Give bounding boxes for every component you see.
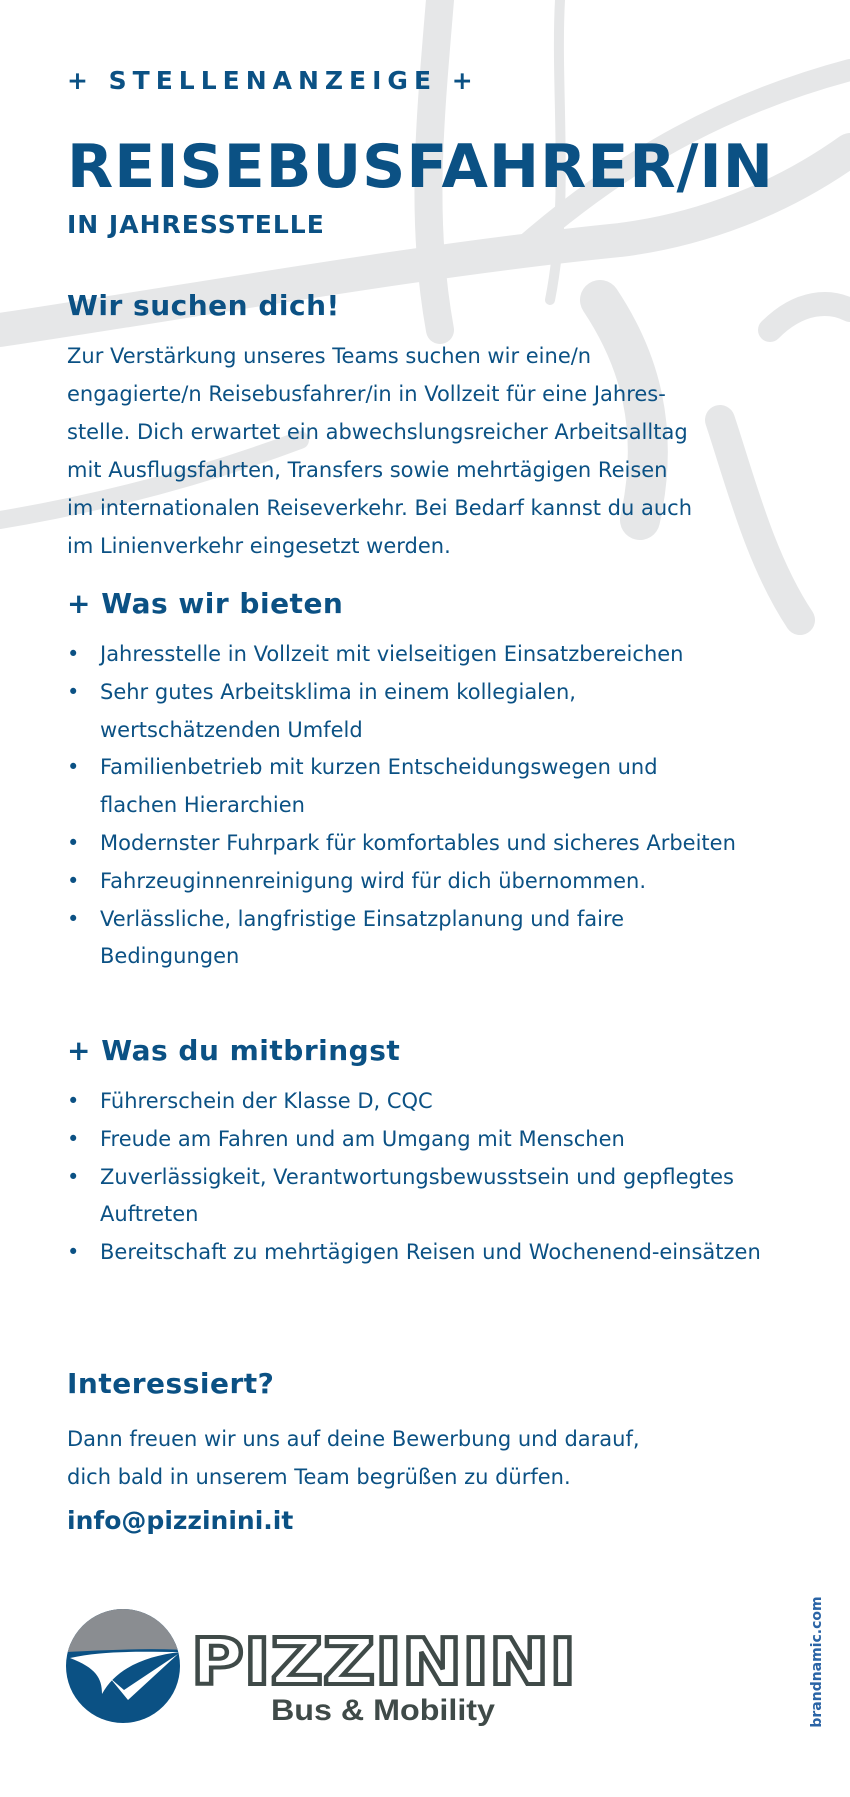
page-subtitle: IN JAHRESSTELLE xyxy=(67,210,325,239)
intro-line: im Linienverkehr eingesetzt werden. xyxy=(67,534,451,558)
list-item: • Modernster Fuhrpark für komfortables und sicheres Arbeiten xyxy=(67,825,780,863)
contact-email-link[interactable]: info@pizzinini.it xyxy=(67,1506,294,1535)
intro-heading: Wir suchen dich! xyxy=(67,289,340,322)
logo-tagline: Bus & Mobility xyxy=(271,1694,496,1727)
list-item: • Bereitschaft zu mehrtägigen Reisen und Wochenend-einsätzen xyxy=(67,1234,790,1272)
list-item: • Familienbetrieb mit kurzen Entscheidungswegen und flachen Hierarchien xyxy=(67,749,740,825)
agency-credit xyxy=(805,1598,829,1726)
pizzinini-logo xyxy=(66,1608,586,1733)
offer-list xyxy=(67,636,797,976)
intro-line: mit Ausflugsfahrten, Transfers sowie mehrtägigen Reisen xyxy=(67,458,668,482)
agency-credit-text: brandnamic.com xyxy=(809,1596,825,1728)
intro-text xyxy=(67,337,787,565)
list-item: • Jahresstelle in Vollzeit mit vielseitigen Einsatzbereichen xyxy=(67,636,797,674)
list-item: • Verlässliche, langfristige Einsatzplanung und faire Bedingungen xyxy=(67,901,760,977)
intro-line: Zur Verstärkung unseres Teams suchen wir eine/n xyxy=(67,344,592,368)
list-item: • Sehr gutes Arbeitsklima in einem kollegialen, wertschätzenden Umfeld xyxy=(67,674,660,750)
page-title: REISEBUSFAHRER/IN xyxy=(67,132,774,202)
intro-line: im internationalen Reiseverkehr. Bei Bedarf kannst du auch xyxy=(67,496,693,520)
list-item: • Zuverlässigkeit, Verantwortungsbewusstsein und gepflegtes Auftreten xyxy=(67,1159,750,1235)
contact-heading: Interessiert? xyxy=(67,1367,275,1400)
intro-line: stelle. Dich erwartet ein abwechslungsreicher Arbeitsalltag xyxy=(67,420,688,444)
contact-line: dich bald in unserem Team begrüßen zu dürfen. xyxy=(67,1465,571,1489)
list-item: • Fahrzeuginnenreinigung wird für dich übernommen. xyxy=(67,863,797,901)
requirements-heading: + Was du mitbringst xyxy=(67,1034,401,1067)
intro-line: engagierte/n Reisebusfahrer/in in Vollzeit für eine Jahres- xyxy=(67,382,666,406)
offer-heading: + Was wir bieten xyxy=(67,587,344,620)
job-ad-label: + STELLENANZEIGE + xyxy=(67,66,479,95)
list-item: • Freude am Fahren und am Umgang mit Menschen xyxy=(67,1121,797,1159)
contact-text xyxy=(67,1420,787,1496)
list-item: • Führerschein der Klasse D, CQC xyxy=(67,1083,797,1121)
requirements-list xyxy=(67,1083,797,1272)
logo-wordmark: PIZZININI xyxy=(191,1626,576,1700)
logo-emblem-icon xyxy=(66,1608,186,1728)
contact-line: Dann freuen wir uns auf deine Bewerbung und darauf, xyxy=(67,1427,640,1451)
